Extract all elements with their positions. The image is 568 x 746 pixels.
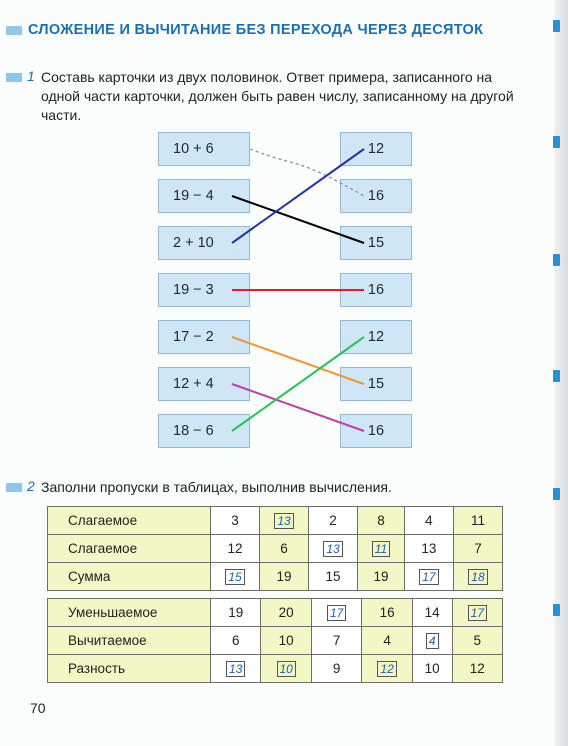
right-card: 12 — [340, 132, 412, 166]
table-cell: 8 — [358, 507, 405, 535]
table-cell: 3 — [211, 507, 260, 535]
table-cell: 11 — [453, 507, 502, 535]
table-cell: 4 — [362, 627, 412, 655]
table-cell — [211, 655, 261, 683]
table-cell: 19 — [358, 563, 405, 591]
match-line — [232, 337, 364, 431]
match-line — [232, 337, 364, 384]
table-cell — [404, 563, 453, 591]
filled-answer: 13 — [323, 541, 342, 557]
table-cell: 6 — [260, 535, 309, 563]
row-label: Слагаемое — [48, 535, 211, 563]
filled-answer: 4 — [426, 633, 439, 649]
filled-answer: 13 — [274, 513, 293, 529]
task-text: Заполни пропуски в таблицах, выполнив вычисления. — [41, 479, 392, 495]
left-card: 2 + 10 — [158, 226, 250, 260]
table-cell: 10 — [261, 627, 311, 655]
table-cell: 2 — [309, 507, 358, 535]
left-card: 10 + 6 — [158, 132, 250, 166]
task-text: Составь карточки из двух половинок. Ответ примера, записанного на одной части карточки, должен быть равен числу, записанному на другой части. — [41, 69, 514, 123]
table-cell — [452, 599, 502, 627]
match-line — [232, 196, 364, 243]
table-cell: 20 — [261, 599, 311, 627]
table-cell — [260, 507, 309, 535]
task-marker — [6, 483, 22, 492]
left-card: 17 − 2 — [158, 320, 250, 354]
table-cell — [412, 627, 452, 655]
filled-answer: 17 — [468, 605, 487, 621]
table-cell: 9 — [311, 655, 361, 683]
subtraction-table — [47, 598, 503, 683]
table-cell: 5 — [452, 627, 502, 655]
right-card: 15 — [340, 226, 412, 260]
table-cell: 7 — [453, 535, 502, 563]
table-row — [48, 627, 503, 655]
table-cell: 14 — [412, 599, 452, 627]
left-card: 19 − 4 — [158, 179, 250, 213]
task-number: 1 — [27, 68, 35, 84]
table-cell — [311, 599, 361, 627]
right-card: 16 — [340, 414, 412, 448]
table-row — [48, 599, 503, 627]
left-card: 19 − 3 — [158, 273, 250, 307]
row-label: Вычитаемое — [48, 627, 211, 655]
match-line — [232, 384, 364, 431]
table-cell — [261, 655, 311, 683]
task-2 — [6, 478, 526, 497]
filled-answer: 10 — [277, 661, 296, 677]
table-row — [48, 535, 503, 563]
table-cell: 6 — [211, 627, 261, 655]
table-cell: 4 — [404, 507, 453, 535]
table-cell — [362, 655, 412, 683]
page-number: 70 — [30, 700, 46, 716]
row-label: Сумма — [48, 563, 211, 591]
filled-answer: 17 — [327, 605, 346, 621]
table-cell: 12 — [452, 655, 502, 683]
table-cell: 10 — [412, 655, 452, 683]
addition-table — [47, 506, 503, 591]
row-label: Слагаемое — [48, 507, 211, 535]
right-card: 16 — [340, 179, 412, 213]
table-row — [48, 507, 503, 535]
table-cell: 19 — [260, 563, 309, 591]
table-cell — [358, 535, 405, 563]
table-cell — [453, 563, 502, 591]
table-cell: 15 — [309, 563, 358, 591]
table-cell: 19 — [211, 599, 261, 627]
tables — [47, 506, 503, 683]
table-row — [48, 655, 503, 683]
table-cell — [309, 535, 358, 563]
left-card: 12 + 4 — [158, 367, 250, 401]
table-cell: 12 — [211, 535, 260, 563]
right-card: 16 — [340, 273, 412, 307]
match-line — [232, 149, 364, 243]
table-cell — [211, 563, 260, 591]
filled-answer: 12 — [377, 661, 396, 677]
right-card: 15 — [340, 367, 412, 401]
task-number: 2 — [27, 478, 35, 494]
filled-answer: 17 — [419, 569, 438, 585]
table-cell: 16 — [362, 599, 412, 627]
left-card: 18 − 6 — [158, 414, 250, 448]
filled-answer: 18 — [468, 569, 487, 585]
filled-answer: 11 — [372, 541, 390, 557]
table-cell: 7 — [311, 627, 361, 655]
row-label: Разность — [48, 655, 211, 683]
filled-answer: 13 — [226, 661, 245, 677]
table-row — [48, 563, 503, 591]
row-label: Уменьшаемое — [48, 599, 211, 627]
table-cell: 13 — [404, 535, 453, 563]
section-title: СЛОЖЕНИЕ И ВЫЧИТАНИЕ БЕЗ ПЕРЕХОДА ЧЕРЕЗ ДЕСЯТОК — [28, 22, 484, 38]
right-card: 12 — [340, 320, 412, 354]
filled-answer: 15 — [225, 569, 244, 585]
